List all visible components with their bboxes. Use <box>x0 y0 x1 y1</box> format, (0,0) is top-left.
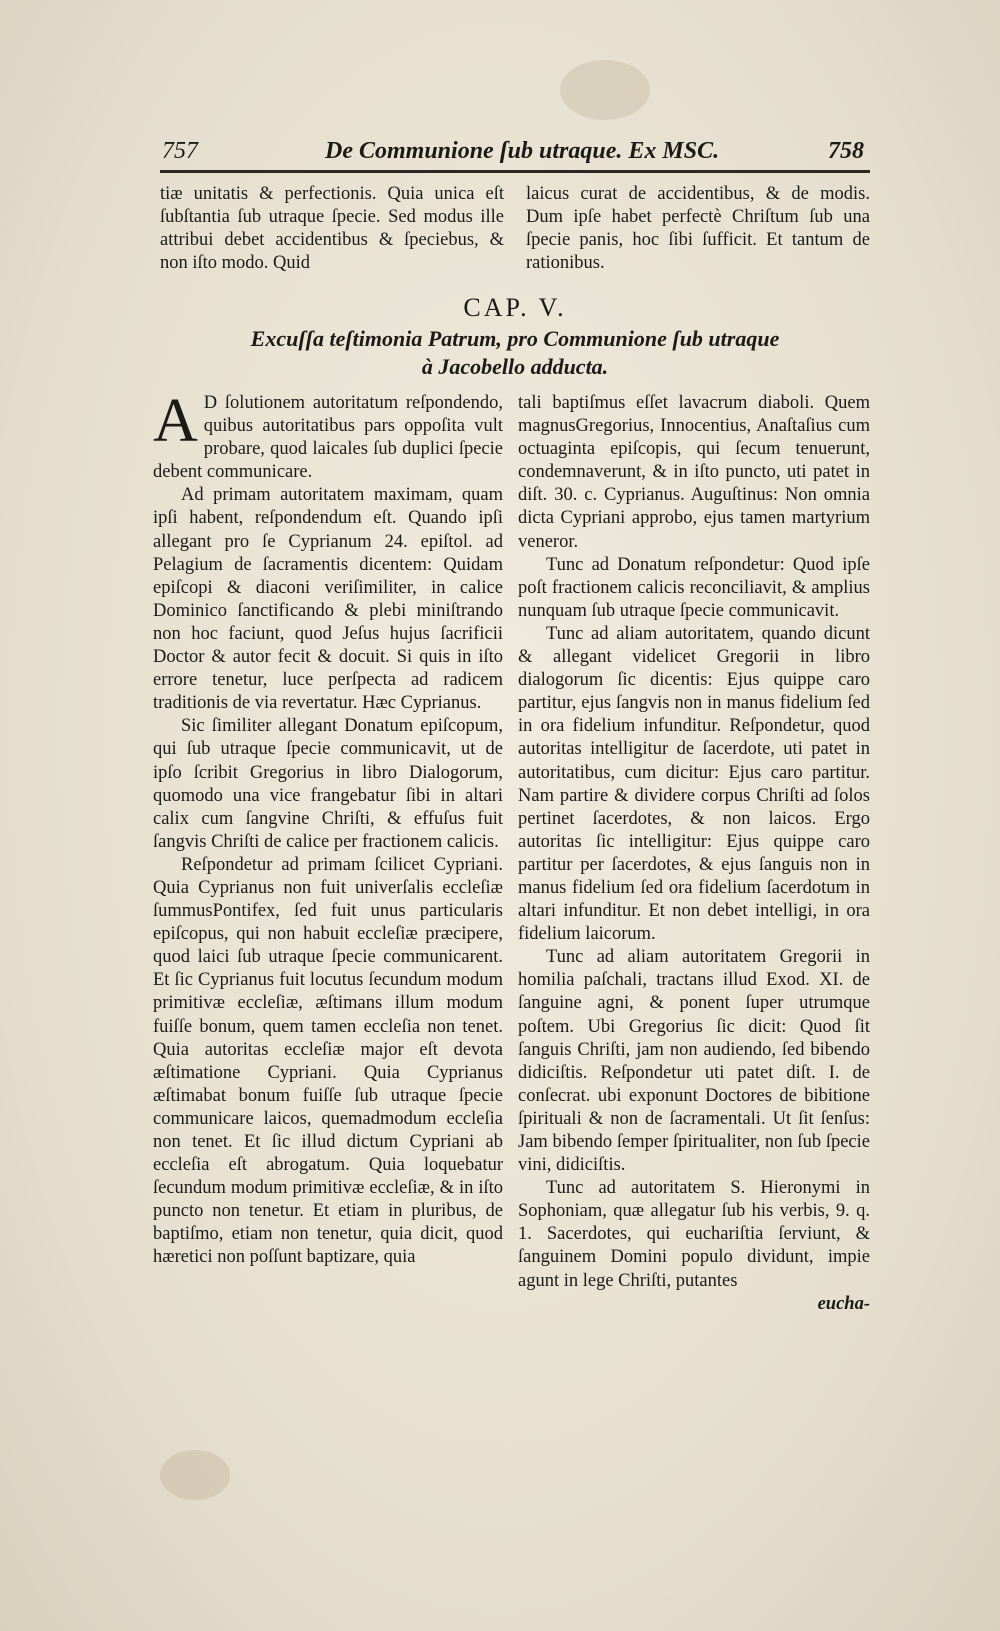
paragraph: Sic ſimiliter allegant Donatum epiſcopum, qui ſub utraque ſpecie communicavit, ut de ipſo ſcribit Gregorius in libro Dialogorum, quomodo una vice frangebatur ſibi in altari calix cum ſangvine Chriſti, & effuſus fuit ſangvis Chriſti de calice per fractionem calicis. <box>153 716 503 852</box>
page-number-left: 757 <box>162 138 198 164</box>
left-column <box>153 387 503 1270</box>
paragraph: laicus curat de accidentibus, & de modis. Dum ipſe habet perfectè Chriſtum ſub una ſpecie panis, hoc ſibi ſufficit. Et tantum de rationibus. <box>526 184 870 274</box>
paragraph: Tunc ad aliam autoritatem, quando dicunt & allegant videlicet Gregorii in libro dialogorum ſic dicentis: Ejus quippe caro partitur, ejus ſangvis non in manus fidelium ſed in ora fidelium infunditur. Reſpondetur, quod autoritas intelligitur de ſacerdote, uti patet in autoritatibus, cum dicitur: Ejus caro partitur. Nam partire & dividere corpus Chriſti ad ſolos pertinet ſacerdotes, & non laicos. Ergo autoritas ſic intelligitur: Ejus quippe caro partitur per ſacerdotes, & ejus ſanguis non in manus fidelium ſed ora fidelium ſacerdotum in altari infunditur. Et non debet intelligi, in ora fidelium laicorum. <box>518 623 870 945</box>
paragraph: tiæ unitatis & perfectionis. Quia unica eſt ſubſtantia ſub utraque ſpecie. Sed modus ille attribui debet accidentibus & ſpeciebus, & non iſto modo. Quid <box>160 184 504 274</box>
right-column <box>518 392 870 1316</box>
paragraph: Ad primam autoritatem maximam, quam ipſi habent, reſpondendum eſt. Quando ipſi allegant pro ſe Cyprianum 24. epiſtol. ad Pelagium de ſacramentis dicentem: Quidam epiſcopi & diaconi veriſimiliter, in calice Dominico ſanctificando & plebi miniſtrando non hoc faciunt, quod Jeſus hujus ſacrificii Doctor & autor fecit & docuit. Si quis in iſto errore tenetur, luce perſpecta ad radicem traditionis de via revertatur. Hæc Cyprianus. <box>153 485 503 714</box>
paragraph: Tunc ad aliam autoritatem Gregorii in homilia paſchali, tractans illud Exod. XI. de ſanguine agni, & ponent ſuper utrumque poſtem. Ubi Gregorius ſic dicit: Quod ſit ſanguis Chriſti, jam non audiendo, ſed bibendo didiciſtis. Reſpondetur uti patet diſt. I. de conſecrat. ubi exponunt Doctores de bibitione ſpirituali & non de ſacramentali. Ut ſit ſenſus: Jam bibendo ſemper ſpiritualiter, non ſub ſpecie vini, didiciſtis. <box>518 947 870 1176</box>
top-left-text <box>160 183 504 275</box>
paragraph: Reſpondetur ad primam ſcilicet Cypriani. Quia Cyprianus non fuit univerſalis eccleſiæ ſummusPontifex, ſed fuit unus particularis epiſcopus, qui non habuit eccleſiæ præcipere, quod laici ſub utraque ſpecie communicarent. Et ſic Cyprianus fuit locutus ſecundum modum primitivæ eccleſiæ, æſtimans illum modum fuiſſe bonum, quem tamen eccleſia non tenet. Quia autoritas eccleſiæ major eſt devota æſtimatione Cypriani. Quia Cyprianus æſtimabat bonum fuiſſe ſub utraque ſpecie communicare laicos, quemadmodum eccleſia non tenet. Et ſic illud dictum Cypriani ab eccleſia eſt abrogatum. Quia loquebatur ſecundum modum primitivæ eccleſiæ, & in iſto puncto non tenetur. Et etiam in pluribus, de baptiſmo, etiam non tenetur, quia dicit, quod hæretici non poſſunt baptizare, quia <box>153 854 503 1268</box>
running-header <box>160 138 870 172</box>
drop-cap: A <box>153 387 198 455</box>
chapter-subtitle <box>160 325 870 381</box>
paragraph: Tunc ad Donatum reſpondetur: Quod ipſe poſt fractionem calicis reconciliavit, & amplius nunquam ſub utraque ſpecie communicavit. <box>518 554 870 621</box>
top-right-text <box>526 183 870 275</box>
running-title: De Communione ſub utraque. Ex MSC. <box>325 138 720 164</box>
paragraph: Tunc ad autoritatem S. Hieronymi in Sophoniam, quæ allegatur ſub his verbis, 9. q. 1. Sacerdotes, qui euchariſtia ſerviunt, & ſanguinem Domini populo dividunt, impie agunt in lege Chriſti, putantes <box>518 1178 870 1291</box>
paragraph: tali baptiſmus eſſet lavacrum diaboli. Quem magnusGregorius, Innocentius, Anaſtaſius cum octuaginta epiſcopis, qui ſecum tenuerunt, condemnaverunt, & in iſto puncto, uti patet in diſt. 30. c. Cyprianus. Auguſtinus: Non omnia dicta Cypriani approbo, ejus tamen martyrium veneror. <box>518 393 870 552</box>
header-rule <box>160 170 870 173</box>
catchword: eucha- <box>817 1293 870 1314</box>
page-number-right: 758 <box>828 138 864 164</box>
chapter-heading: CAP. V. <box>463 293 567 322</box>
page-stain <box>560 60 650 120</box>
paragraph-text: D ſolutionem autoritatum reſpondendo, quibus autoritatibus pars oppoſita vult probare, quod laicales ſub duplici ſpecie debent communicare. <box>153 393 503 483</box>
paragraph <box>153 387 503 484</box>
chapter-subtitle-line-2: à Jacobello adducta. <box>421 354 609 379</box>
page-stain <box>160 1450 230 1500</box>
chapter-subtitle-line-1: Excuſſa teſtimonia Patrum, pro Communione ſub utraque <box>250 326 780 351</box>
